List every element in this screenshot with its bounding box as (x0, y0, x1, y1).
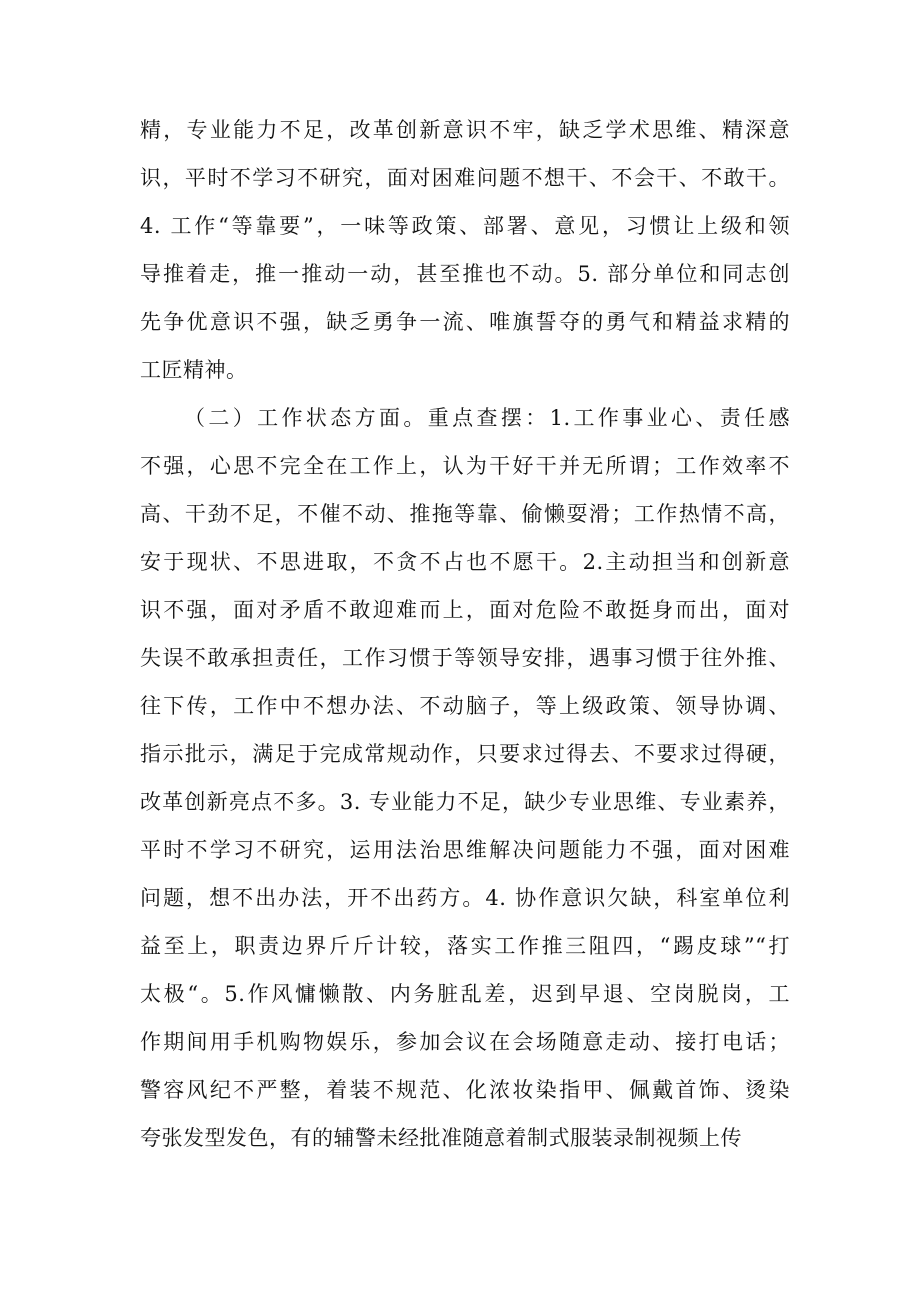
paragraph-1 (140, 106, 790, 394)
paragraph-2 (140, 394, 790, 1162)
text-line: 夸张发型发色，有的辅警未经批准随意着制式服装录制视频上传 (140, 1126, 742, 1150)
text-line: 指示批示，满足于完成常规动作，只要求过得去、不要求过得硬， (140, 742, 790, 766)
text-line: 识，平时不学习不研究，面对困难问题不想干、不会干、不敢干。 (140, 166, 790, 190)
text-line: 工匠精神。 (140, 358, 248, 382)
text-line: 太极“。5.作风慵懒散、内务脏乱差，迟到早退、空岗脱岗，工 (140, 982, 790, 1006)
text-line: 益至上，职责边界斤斤计较，落实工作推三阻四，“踢皮球”“打 (140, 934, 790, 958)
text-line: 改革创新亮点不多。3. 专业能力不足，缺少专业思维、专业素养， (140, 790, 790, 814)
text-line: 警容风纪不严整，着装不规范、化浓妆染指甲、佩戴首饰、烫染 (140, 1078, 790, 1102)
section-heading-line: （二）工作状态方面。重点查摆：1.工作事业心、责任感 (184, 406, 790, 430)
text-line: 平时不学习不研究，运用法治思维解决问题能力不强，面对困难 (140, 838, 790, 862)
text-line: 先争优意识不强，缺乏勇争一流、唯旗誓夺的勇气和精益求精的 (140, 310, 790, 334)
text-line: 识不强，面对矛盾不敢迎难而上，面对危险不敢挺身而出，面对 (140, 598, 790, 622)
text-line: 问题，想不出办法，开不出药方。4. 协作意识欠缺，科室单位利 (140, 886, 790, 910)
text-line: 4. 工作“等靠要”，一味等政策、部署、意见，习惯让上级和领 (140, 214, 790, 238)
text-line: 不强，心思不完全在工作上，认为干好干并无所谓；工作效率不 (140, 454, 790, 478)
text-line: 高、干劲不足，不催不动、推拖等靠、偷懒耍滑；工作热情不高， (140, 502, 790, 526)
text-line: 安于现状、不思进取，不贪不占也不愿干。2.主动担当和创新意 (140, 550, 790, 574)
text-line: 导推着走，推一推动一动，甚至推也不动。5. 部分单位和同志创 (140, 262, 790, 286)
text-line: 往下传，工作中不想办法、不动脑子，等上级政策、领导协调、 (140, 694, 790, 718)
text-line: 失误不敢承担责任，工作习惯于等领导安排，遇事习惯于往外推、 (140, 646, 790, 670)
text-line: 作期间用手机购物娱乐，参加会议在会场随意走动、接打电话； (140, 1030, 790, 1054)
text-line: 精，专业能力不足，改革创新意识不牢，缺乏学术思维、精深意 (140, 118, 790, 142)
